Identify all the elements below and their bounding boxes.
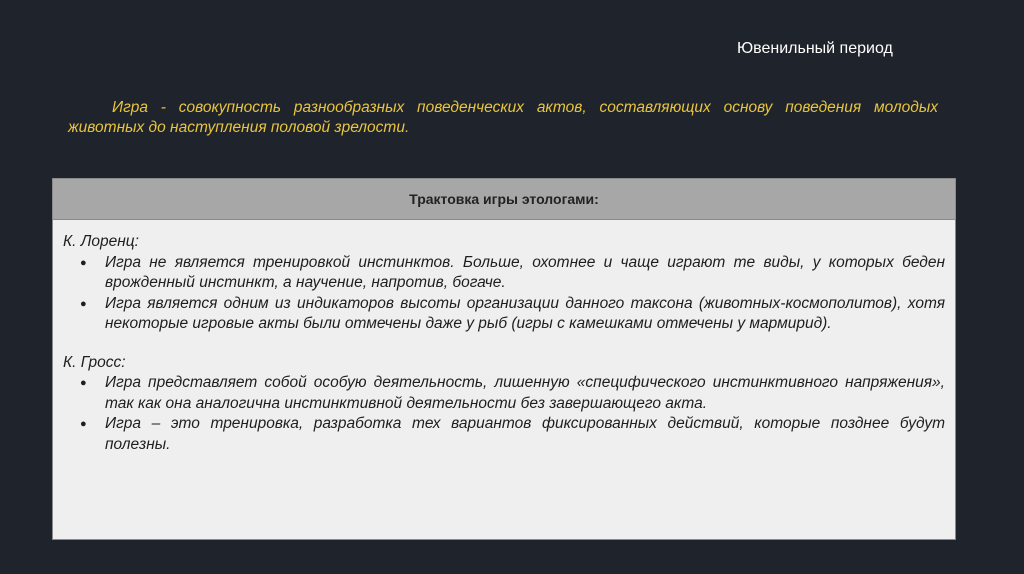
gross-list: [63, 373, 945, 455]
intro-paragraph: Игра - совокупность разнообразных поведенческих актов, составляющих основу поведения молодых животных до наступления половой зрелости.: [68, 99, 938, 136]
list-item: [63, 373, 945, 414]
list-item: [63, 414, 945, 455]
bullet-dot-icon: ●: [80, 256, 87, 269]
bullet-dot-icon: ●: [80, 297, 87, 310]
ethologists-table: [52, 178, 956, 540]
list-item-text: Игра – это тренировка, разработка тех вариантов фиксированных действий, которые позднее будут полезны.: [105, 415, 945, 453]
table-header: Трактовка игры этологами:: [53, 179, 955, 220]
bullet-dot-icon: ●: [80, 377, 87, 389]
list-item-text: Игра является одним из индикаторов высоты организации данного таксона (животных-космополитов), хотя некоторые игровые акты были отмечены даже у рыб (игры с камешками отмечены у мармирид).: [105, 294, 945, 332]
list-item-text: Игра не является тренировкой инстинктов. Больше, охотнее и чаще играют те виды, у которых беден врожденный инстинкт, а научение, напротив, богаче.: [105, 253, 945, 291]
section-lorenz: [63, 232, 945, 335]
list-item: [63, 294, 945, 335]
author-gross: К. Гросс:: [63, 353, 126, 371]
table-body: [53, 220, 955, 455]
list-item: [63, 253, 945, 294]
slide-title: Ювенильный период: [737, 40, 893, 57]
author-lorenz: К. Лоренц:: [63, 233, 139, 250]
list-item-text: Игра представляет собой особую деятельность, лишенную «специфического инстинктивного напряжения», так как она аналогична инстинктивной деятельности без завершающего акта.: [105, 374, 945, 412]
section-gross: [63, 353, 945, 456]
lorenz-list: [63, 253, 945, 335]
bullet-dot-icon: ●: [80, 418, 87, 430]
